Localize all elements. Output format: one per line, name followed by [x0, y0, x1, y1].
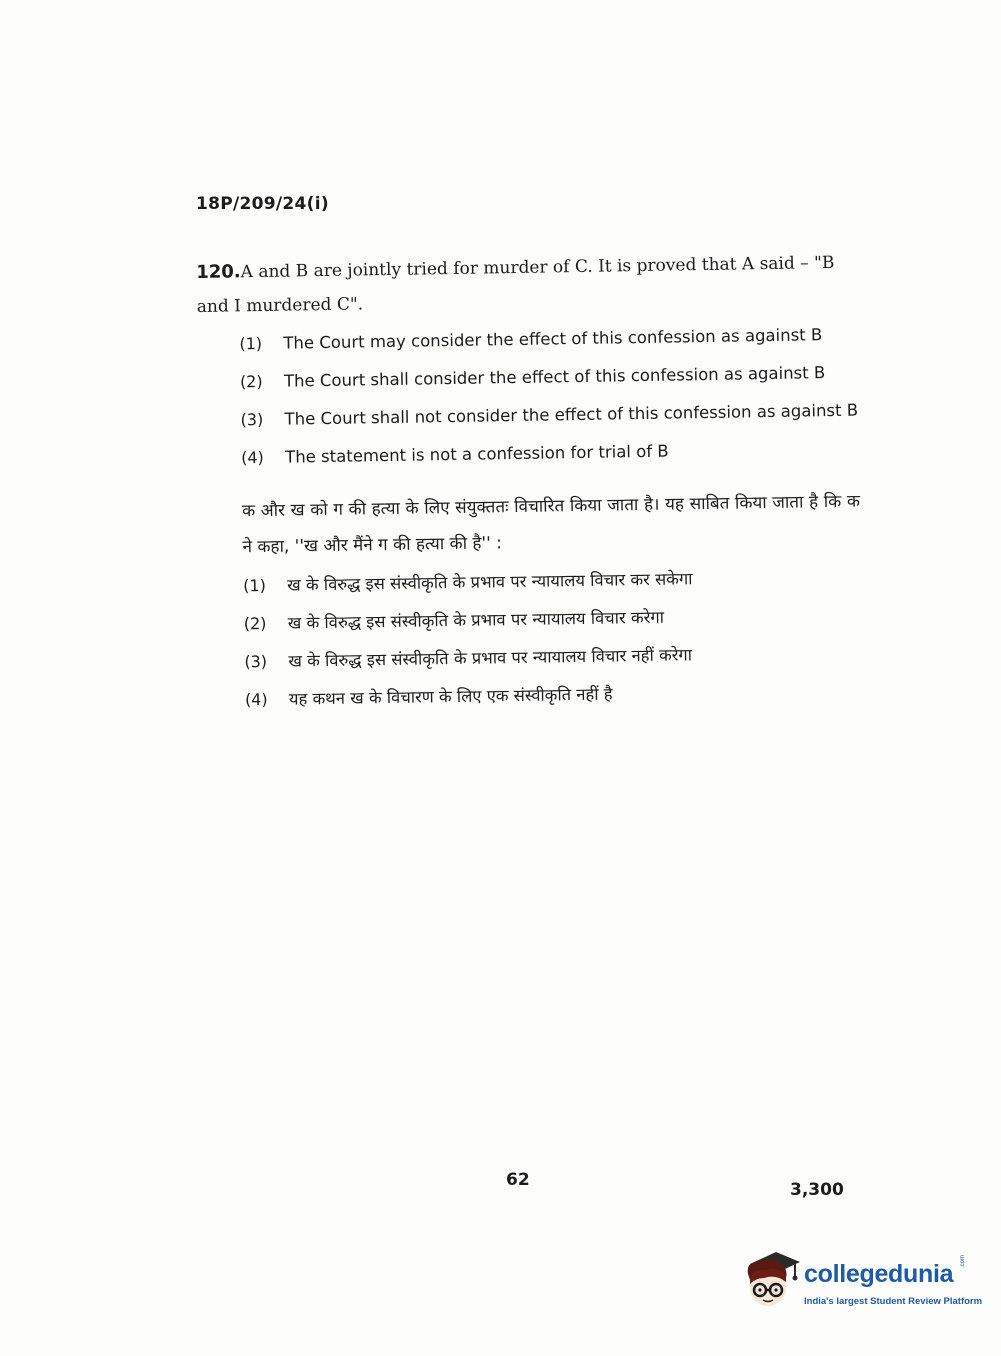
option-en-2	[240, 356, 858, 400]
option-number: (1)	[243, 575, 267, 596]
options-en	[197, 318, 859, 476]
option-number: (3)	[240, 409, 264, 430]
question-text-en: A and B are jointly tried for murder of C. It is proved that A said – "B and I murdered C".	[196, 252, 835, 317]
option-text: ख के विरुद्ध इस संस्वीकृति के प्रभाव पर न्यायालय विचार नहीं करेगा	[288, 645, 693, 671]
option-text: ख के विरुद्ध इस संस्वीकृति के प्रभाव पर न्यायालय विचार करेगा	[287, 607, 665, 633]
option-text: The statement is not a confession for trial of B	[285, 441, 669, 467]
option-number: (1)	[239, 333, 263, 354]
option-number: (2)	[243, 613, 267, 634]
options-hi	[243, 558, 863, 720]
option-text: The Court shall not consider the effect of this confession as against B	[284, 400, 859, 429]
option-number: (4)	[241, 447, 264, 468]
student-avatar-icon	[742, 1248, 802, 1310]
brand-watermark[interactable]	[742, 1248, 983, 1318]
question-stem-en	[196, 246, 857, 324]
brand-tagline: India's largest Student Review Platform	[804, 1296, 983, 1307]
option-number: (3)	[244, 651, 268, 672]
question-block	[196, 246, 863, 720]
option-en-1	[239, 318, 857, 362]
option-text: The Court shall consider the effect of this confession as against B	[283, 363, 826, 391]
option-en-3	[240, 394, 858, 438]
page-number: 62	[506, 1170, 530, 1190]
option-text: The Court may consider the effect of this confession as against B	[283, 325, 823, 353]
paper-code: 18P/209/24(i)	[196, 194, 329, 214]
question-number: 120.	[196, 261, 241, 283]
option-number: (4)	[244, 689, 268, 710]
question-text-hi: क और ख को ग की हत्या के लिए संयुक्ततः विचारित किया जाता है। यह साबित किया जाता है कि क ने कहा, ''ख और मैंने ग की हत्या की है'' :	[241, 491, 861, 558]
question-block-hi	[200, 484, 863, 720]
brand-name: collegedunia	[804, 1260, 954, 1288]
brand-domain: .com	[960, 1254, 966, 1268]
option-text: ख के विरुद्ध इस संस्वीकृति के प्रभाव पर न्यायालय विचार कर सकेगा	[287, 569, 693, 595]
option-en-4	[241, 432, 859, 476]
print-count: 3,300	[790, 1180, 844, 1200]
option-text: यह कथन ख के विचारण के लिए एक संस्वीकृति नहीं है	[288, 684, 613, 709]
option-number: (2)	[239, 371, 263, 392]
